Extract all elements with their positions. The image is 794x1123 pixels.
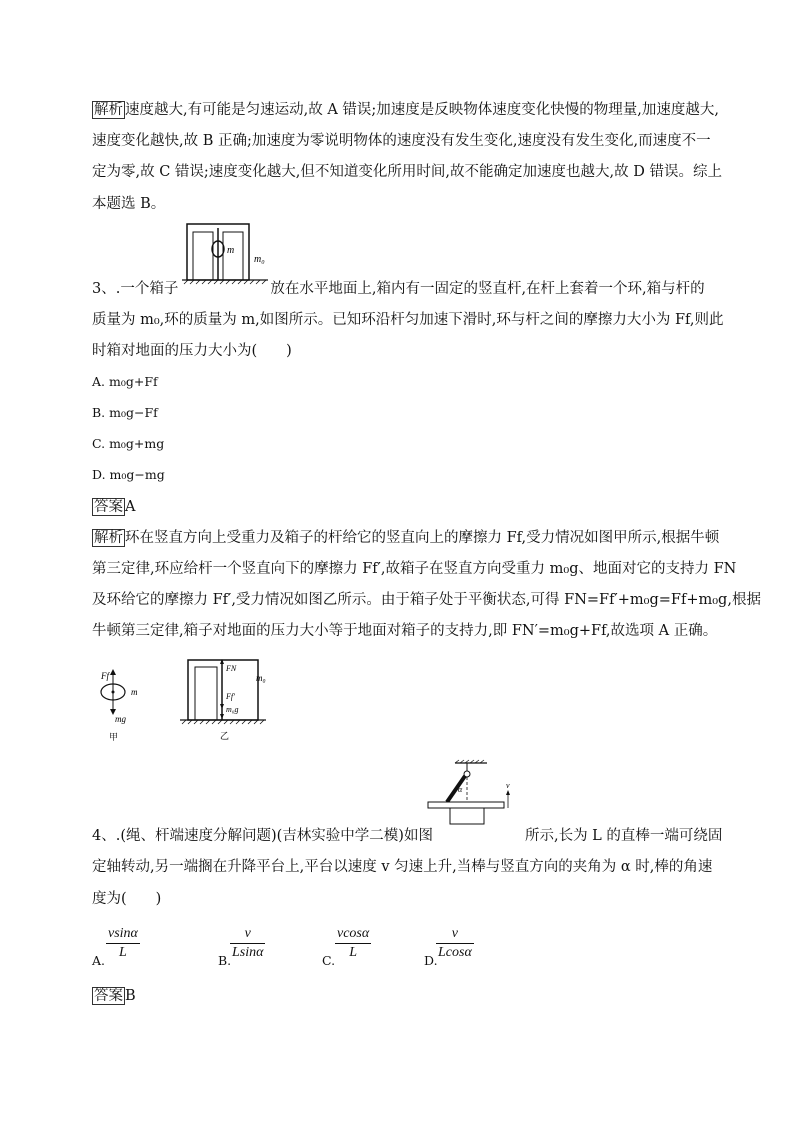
q4-option-d-letter: D.	[424, 953, 438, 968]
q3-option-d: D. m₀g−mg	[92, 467, 165, 482]
q3-analysis-line-2: 第三定律,环应给杆一个竖直向下的摩擦力 Ff′,故箱子在竖直方向受重力 m₀g、地面对它的支持力 FN	[92, 561, 737, 577]
velocity-label: v	[506, 781, 510, 790]
force-diagram-yi	[180, 657, 280, 743]
box-mass-label: m₀	[254, 254, 265, 265]
q2-analysis-line-2: 速度变化越快,故 B 正确;加速度为零说明物体的速度没有发生变化,速度没有发生变化,而速度不一	[92, 133, 711, 149]
angle-alpha-label: α	[458, 785, 463, 794]
yi-friction-label: Ff′	[226, 692, 235, 701]
q4-option-b-letter: B.	[218, 953, 232, 968]
q4-answer-line	[92, 986, 136, 1006]
q3-stem-line-2: 质量为 m₀,环的质量为 m,如图所示。已知环沿杆匀加速下滑时,环与杆之间的摩擦力大小为 Ff,则此	[92, 312, 724, 328]
q3-answer-line	[92, 497, 135, 517]
yi-caption: 乙	[220, 731, 230, 741]
jia-friction-label: Ff	[101, 671, 109, 681]
q4-option-c-letter: C.	[322, 953, 336, 968]
yi-box-mass-label: m₀	[256, 673, 266, 683]
answer-tag: 答案	[94, 499, 123, 515]
q3-stem-line-3: 时箱对地面的压力大小为( )	[92, 343, 292, 359]
answer-tag: 答案	[94, 988, 123, 1004]
analysis-tag: 解析	[94, 102, 123, 118]
q3-option-c: C. m₀g+mg	[92, 436, 165, 451]
q2-analysis-line-1: 解析 速度越大,有可能是匀速运动,故 A 错误;加速度是反映物体速度变化快慢的物理量,加速度越大,	[94, 102, 720, 118]
q3-answer: A	[125, 499, 136, 515]
q4-stem-line-2: 定轴转动,另一端搁在升降平台上,平台以速度 v 匀速上升,当棒与竖直方向的夹角为 α 时,棒的角速	[92, 859, 713, 875]
q4-option-b-fraction: v Lsinα	[232, 926, 264, 960]
yi-gravity-label: m₀g	[226, 705, 239, 714]
q3-stem-line-1: 3、.一个箱子 放在水平地面上,箱内有一固定的竖直杆,在杆上套着一个环,箱与杆的	[92, 281, 705, 297]
analysis-tag: 解析	[94, 530, 123, 546]
jia-caption: 甲	[109, 732, 119, 742]
q2-analysis-line-4: 本题选 B。	[92, 196, 166, 212]
q4-option-a-fraction: vsinα L	[108, 926, 138, 960]
q3-option-b: B. m₀g−Ff	[92, 405, 158, 420]
q4-option-d-fraction: v Lcosα	[438, 926, 472, 960]
yi-normal-force-label: FN	[226, 664, 237, 673]
q4-rod-figure	[425, 760, 525, 828]
ring-mass-label: m	[227, 245, 235, 256]
q3-analysis-line-1: 解析 环在竖直方向上受重力及箱子的杆给它的竖直向上的摩擦力 Ff,受力情况如图甲所示,根据牛顿	[94, 530, 720, 546]
force-diagram-jia	[95, 665, 155, 745]
q4-answer: B	[125, 988, 136, 1004]
q4-option-a-letter: A.	[92, 953, 106, 968]
q4-stem-line-1: 4、.(绳、杆端速度分解问题)(吉林实验中学二模)如图 所示,长为 L 的直棒一端可绕固	[92, 828, 723, 844]
q3-analysis-line-4: 牛顿第三定律,箱子对地面的压力大小等于地面对箱子的支持力,即 FN′=m₀g+Ff,故选项 A 正确。	[92, 623, 718, 639]
q4-option-c-fraction: vcosα L	[337, 926, 370, 960]
q4-stem-line-3: 度为( )	[92, 891, 162, 907]
jia-gravity-label: mg	[115, 714, 126, 724]
q2-analysis-line-3: 定为零,故 C 错误;速度变化越大,但不知道变化所用时间,故不能确定加速度也越大,故 D 错误。综上	[92, 164, 722, 180]
jia-mass-label: m	[131, 687, 138, 697]
q3-option-a: A. m₀g+Ff	[92, 374, 158, 389]
q3-analysis-line-3: 及环给它的摩擦力 Ff′,受力情况如图乙所示。由于箱子处于平衡状态,可得 FN=Ff′+m₀g=Ff+m₀g,根据	[92, 592, 761, 608]
